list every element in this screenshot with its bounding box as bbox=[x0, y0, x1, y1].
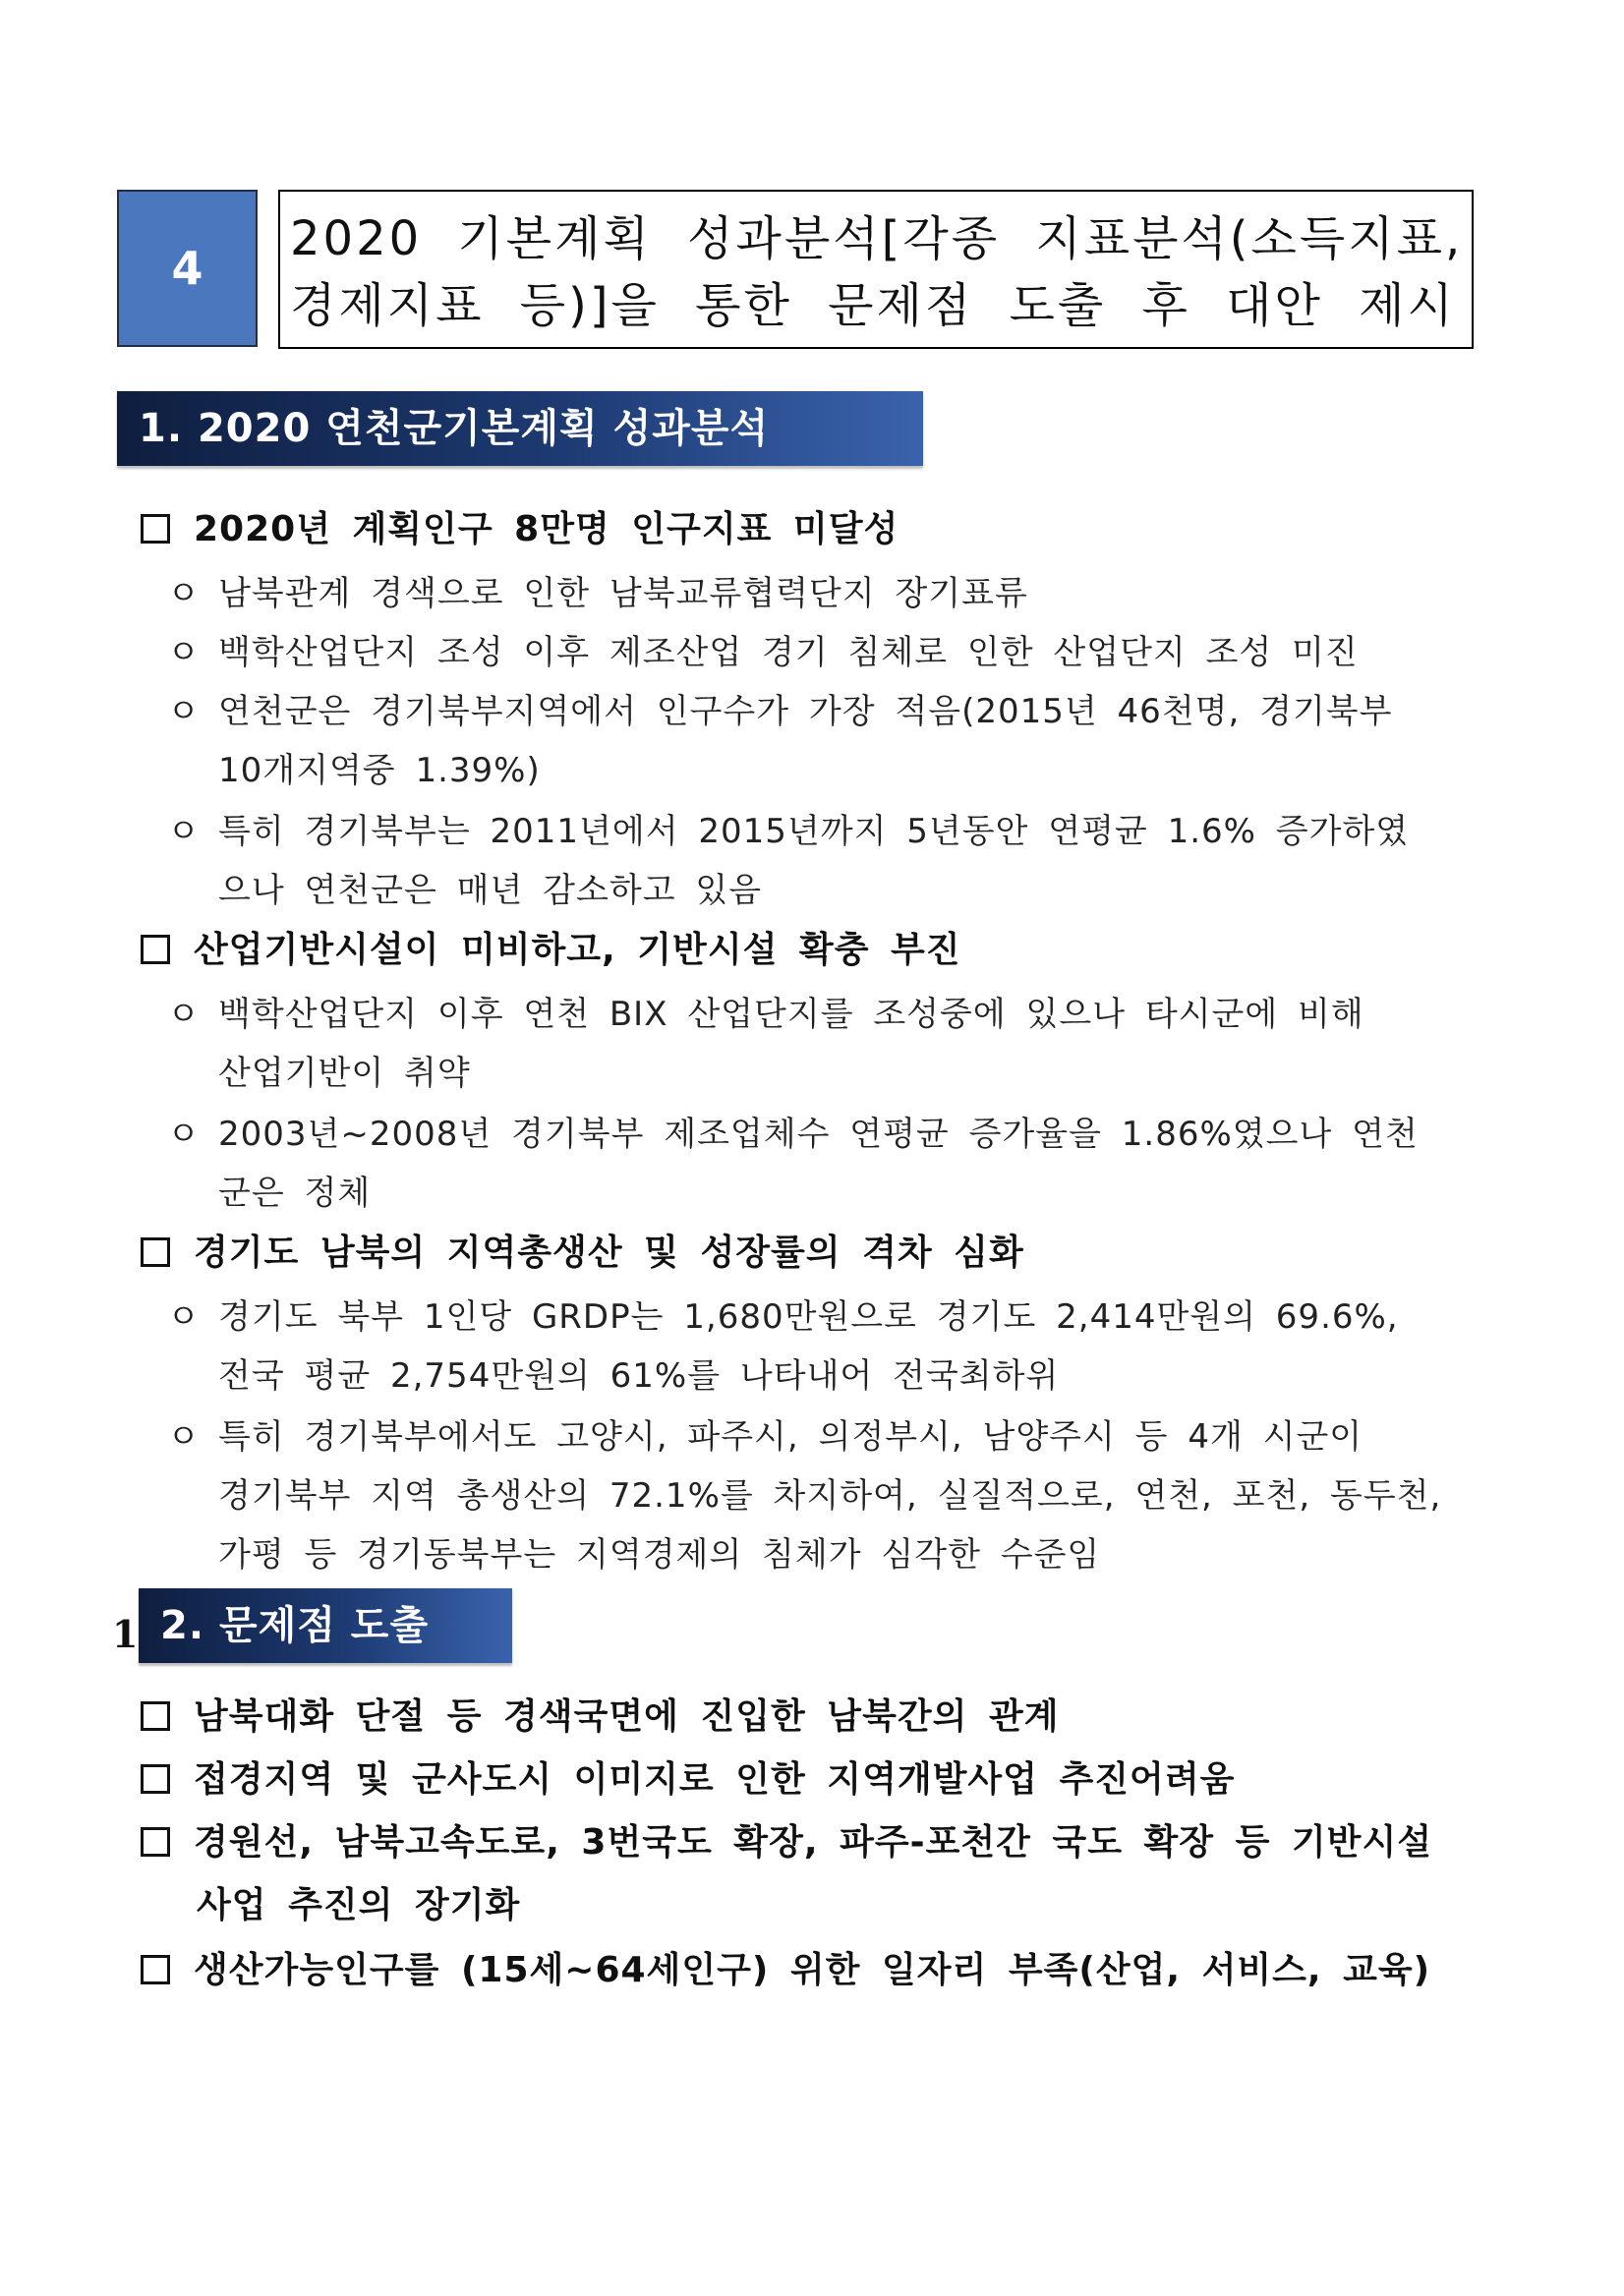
section2-title: 2. 문제점 도출 bbox=[160, 1603, 430, 1648]
title-line-2: 경제지표 등)]을 통한 문제점 도출 후 대안 제시 bbox=[290, 278, 1456, 333]
s1-g1-item-3-cont: 10개지역중 1.39%) bbox=[218, 751, 541, 790]
checkbox-icon bbox=[141, 1701, 170, 1731]
s1-g1-item-3: ㅇ 연천군은 경기북부지역에서 인구수가 가장 적음(2015년 46천명, 경기북부 bbox=[167, 684, 1393, 732]
bullet-icon: ㅇ bbox=[167, 1417, 201, 1457]
checkbox-icon bbox=[141, 1827, 170, 1857]
s1-g1-item-4: ㅇ 특히 경기북부는 2011년에서 2015년까지 5년동안 연평균 1.6% 증가하였 bbox=[167, 804, 1409, 852]
section-number-box bbox=[117, 190, 258, 347]
s1-g2-item-1: ㅇ 백학산업단지 이후 연천 BIX 산업단지를 조성중에 있으나 타시군에 비해 bbox=[167, 987, 1364, 1035]
page-title bbox=[278, 190, 1474, 349]
s2-heading-3: 경원선, 남북고속도로, 3번국도 확장, 파주-포천간 국도 확장 등 기반시설 bbox=[141, 1814, 1432, 1865]
s1-heading-2: 산업기반시설이 미비하고, 기반시설 확충 부진 bbox=[141, 922, 961, 972]
section-number: 4 bbox=[171, 242, 203, 295]
checkbox-icon bbox=[141, 935, 170, 964]
checkbox-icon bbox=[141, 1764, 170, 1794]
bullet-icon: ㅇ bbox=[167, 995, 201, 1034]
s1-g2-item-1-cont: 산업기반이 취약 bbox=[218, 1054, 471, 1093]
bullet-icon: ㅇ bbox=[167, 812, 201, 851]
bullet-icon: ㅇ bbox=[167, 633, 201, 672]
section1-title: 1. 2020 연천군기본계획 성과분석 bbox=[139, 406, 770, 451]
s1-g2-item-2: ㅇ 2003년~2008년 경기북부 제조업체수 연평균 증가율을 1.86%였으나 연천 bbox=[167, 1107, 1419, 1155]
s1-g1-item-4-cont: 으나 연천군은 매년 감소하고 있음 bbox=[218, 871, 763, 910]
section1-title-bar bbox=[117, 391, 923, 466]
bullet-icon: ㅇ bbox=[167, 1115, 201, 1154]
s1-g3-item-2-cont-2: 가평 등 경기동북부는 지역경제의 침체가 심각한 수준임 bbox=[218, 1535, 1101, 1575]
checkbox-icon bbox=[141, 514, 170, 544]
s2-heading-4: 생산가능인구를 (15세~64세인구) 위한 일자리 부족(산업, 서비스, 교육) bbox=[141, 1942, 1430, 1992]
s1-heading-1: 2020년 계획인구 8만명 인구지표 미달성 bbox=[141, 501, 899, 551]
checkbox-icon bbox=[141, 1237, 170, 1267]
s2-heading-2: 접경지역 및 군사도시 이미지로 인한 지역개발사업 추진어려움 bbox=[141, 1751, 1235, 1802]
bullet-icon: ㅇ bbox=[167, 574, 201, 613]
bullet-icon: ㅇ bbox=[167, 692, 201, 731]
s2-heading-1: 남북대화 단절 등 경색국면에 진입한 남북간의 관계 bbox=[141, 1689, 1060, 1739]
s1-g1-item-1: ㅇ 남북관계 경색으로 인한 남북교류협력단지 장기표류 bbox=[167, 566, 1028, 614]
checkbox-icon bbox=[141, 1955, 170, 1984]
s1-g3-item-2: ㅇ 특히 경기북부에서도 고양시, 파주시, 의정부시, 남양주시 등 4개 시군이 bbox=[167, 1409, 1363, 1458]
s1-g1-item-2: ㅇ 백학산업단지 조성 이후 제조산업 경기 침체로 인한 산업단지 조성 미진 bbox=[167, 625, 1359, 673]
s1-g3-item-2-cont-1: 경기북부 지역 총생산의 72.1%를 차지하여, 실질적으로, 연천, 포천, 동두천, bbox=[218, 1476, 1442, 1516]
section2-title-bar bbox=[139, 1588, 512, 1663]
s1-g3-item-1: ㅇ 경기도 북부 1인당 GRDP는 1,680만원으로 경기도 2,414만원의 69.6%, bbox=[167, 1290, 1399, 1338]
page-mark: 1 bbox=[112, 1612, 139, 1656]
s1-g3-item-1-cont: 전국 평균 2,754만원의 61%를 나타내어 전국최하위 bbox=[218, 1356, 1060, 1396]
s1-heading-3: 경기도 남북의 지역총생산 및 성장률의 격차 심화 bbox=[141, 1225, 1024, 1275]
bullet-icon: ㅇ bbox=[167, 1297, 201, 1337]
s2-heading-3-cont: 사업 추진의 장기화 bbox=[197, 1885, 521, 1925]
title-line-1: 2020 기본계획 성과분석[각종 지표분석(소득지표, bbox=[290, 211, 1464, 266]
s1-g2-item-2-cont: 군은 정체 bbox=[218, 1174, 372, 1213]
